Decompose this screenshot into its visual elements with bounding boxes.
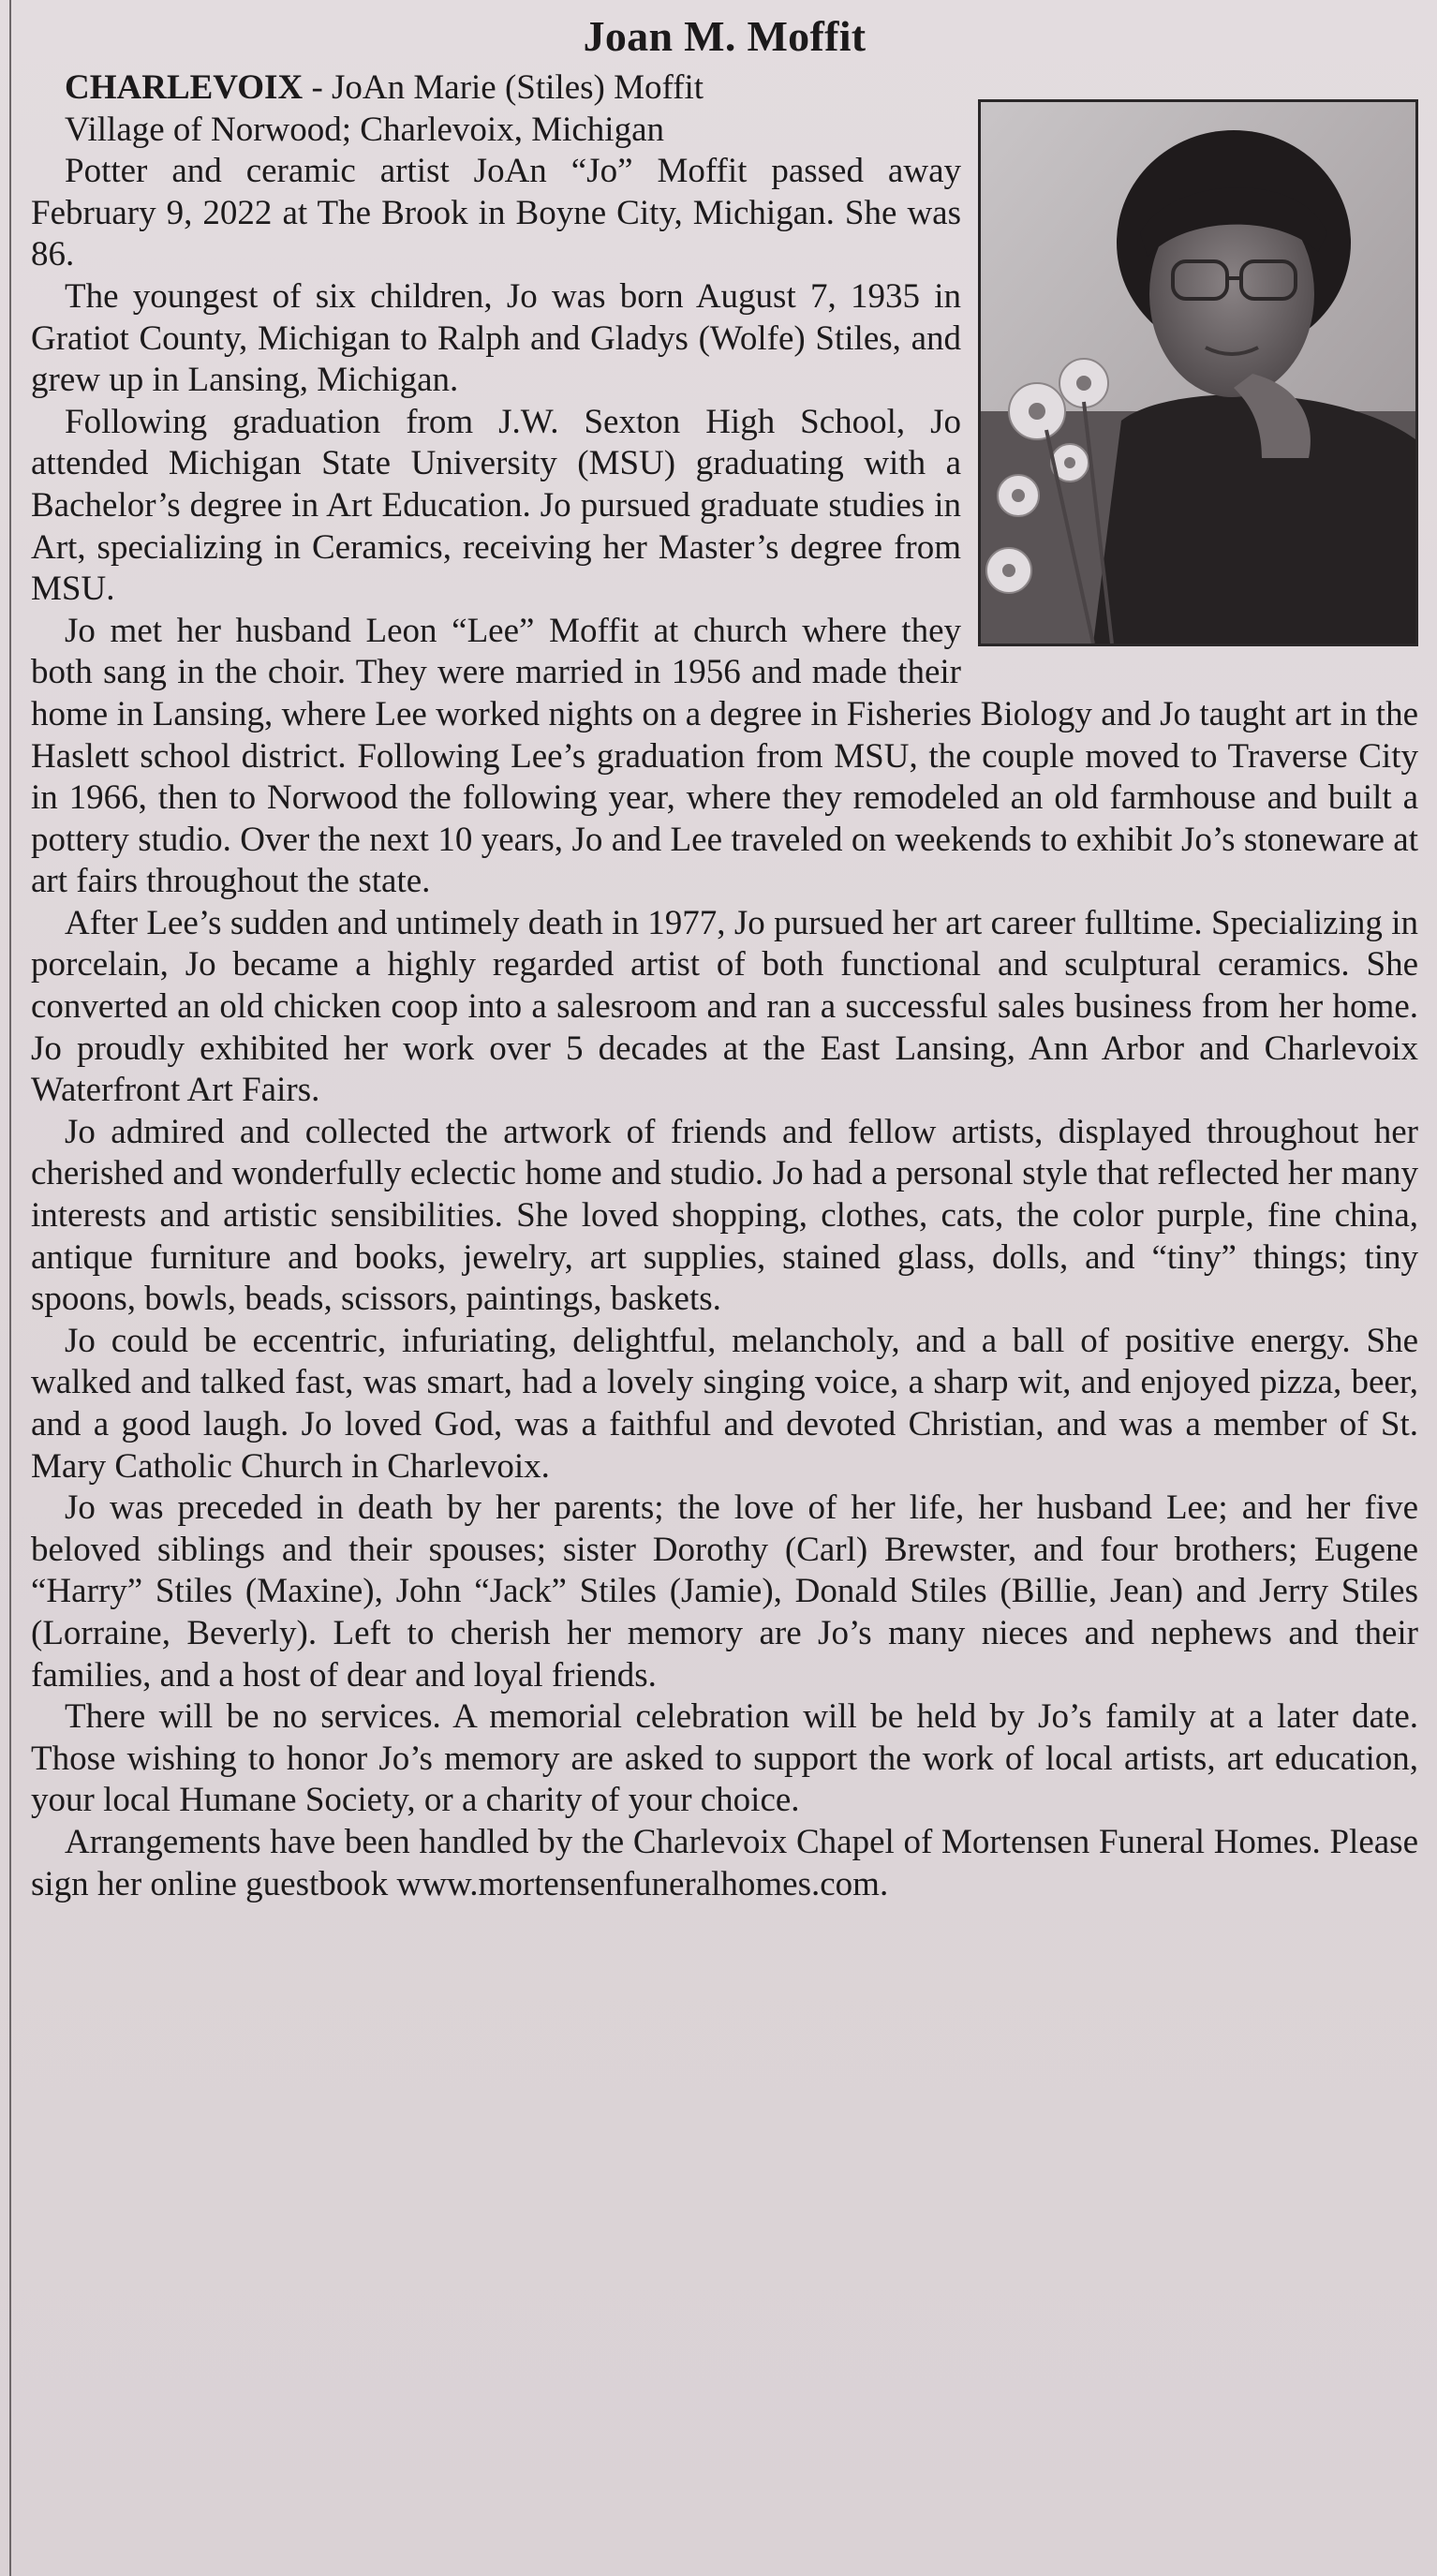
paragraph-birth: The youngest of six children, Jo was born August 7, 1935 in Gratiot County, Michigan to Ralph and Gladys (Wolfe) Stiles, and grew up in Lansing, Michigan.: [31, 276, 961, 400]
paragraph-art-career: After Lee’s sudden and untimely death in 1977, Jo pursued her art career fulltime. Specializing in porcelain, Jo became a highly regarded artist of both functional and sculptural ceramics. She converted an old chicken coop into a salesroom and ran a successful sales business from her home. Jo proudly exhibited her work over 5 decades at the East Lansing, Ann Arbor and Charlevoix Waterfront Art Fairs.: [31, 903, 1418, 1110]
scan-edge-line: [9, 0, 11, 2576]
paragraph-family: Jo was preceded in death by her parents; the love of her life, her husband Lee; and her five beloved siblings and their spouses; sister Dorothy (Carl) Brewster, and four brothers; Eugene “Harry” Stiles (Maxine), John “Jack” Stiles (Jamie), Donald Stiles (Billie, Jean) and Jerry Stiles (Lorraine, Beverly). Left to cherish her memory are Jo’s many nieces and nephews and their families, and a host of dear and loyal friends.: [31, 1488, 1418, 1695]
paragraph-services: There will be no services. A memorial celebration will be held by Jo’s family at a later date. Those wishing to honor Jo’s memory are asked to support the work of local artists, art education, your local Humane Society, or a charity of your choice.: [31, 1697, 1418, 1820]
obituary-headline: Joan M. Moffit: [583, 12, 867, 60]
paragraph-education: Following graduation from J.W. Sexton High School, Jo attended Michigan State University (MSU) graduating with a Bachelor’s degree in Art Education. Jo pursued graduate studies in Art, specializing in Ceramics, receiving her Master’s degree from MSU.: [31, 402, 961, 609]
intro-place-line: Village of Norwood; Charlevoix, Michigan: [65, 110, 665, 149]
paragraph-passing: Potter and ceramic artist JoAn “Jo” Moffit passed away February 9, 2022 at The Brook in Boyne City, Michigan. She was 86.: [31, 152, 961, 274]
paragraph-interests: Jo admired and collected the artwork of friends and fellow artists, displayed throughout her cherished and wonderfully eclectic home and studio. Jo had a personal style that reflected her many interests and artistic sensibilities. She loved shopping, clothes, cats, the color purple, fine china, antique furniture and books, jewelry, art supplies, stained glass, dolls, and “tiny” things; tiny spoons, bowls, beads, scissors, paintings, baskets.: [31, 1112, 1418, 1319]
paragraph-arrangements: Arrangements have been handled by the Charlevoix Chapel of Mortensen Funeral Homes. Please sign her online guestbook www.mortensenfuneralhomes.com.: [31, 1822, 1418, 1903]
portrait-photo: [978, 99, 1418, 646]
dateline: CHARLEVOIX: [65, 68, 304, 107]
paragraph-marriage: Jo met her husband Leon “Lee” Moffit at church where they both sang in the choir. They were married in 1956 and made their home in Lansing, where Lee worked nights on a degree in Fisheries Biology and Jo taught art in the Haslett school district. Following Lee’s graduation from MSU, the couple moved to Traverse City in 1966, then to Norwood the following year, where they remodeled an old farmhouse and built a pottery studio. Over the next 10 years, Jo and Lee traveled on weekends to exhibit Jo’s stoneware at art fairs throughout the state.: [31, 611, 1418, 901]
paragraph-personality: Jo could be eccentric, infuriating, delightful, melancholy, and a ball of positive energy. She walked and talked fast, was smart, had a lovely singing voice, a sharp wit, and enjoyed pizza, beer, and a good laugh. Jo loved God, was a faithful and devoted Christian, and was a member of St. Mary Catholic Church in Charlevoix.: [31, 1321, 1418, 1486]
portrait-photo-icon: [981, 102, 1415, 644]
full-name: - JoAn Marie (Stiles) Moffit: [303, 68, 704, 107]
